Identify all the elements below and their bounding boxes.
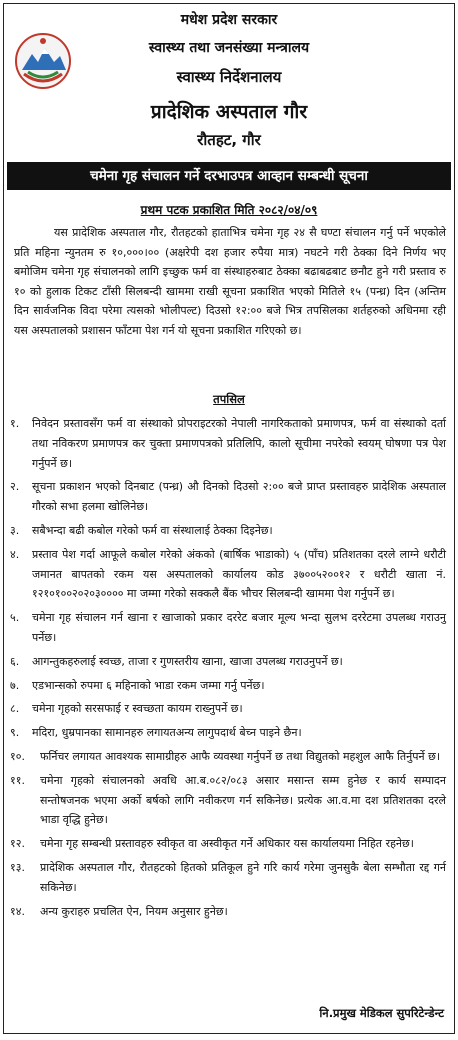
condition-number: ३. xyxy=(10,523,20,537)
condition-item xyxy=(10,723,446,743)
condition-text: आगन्तुकहरुलाई स्वच्छ, ताजा र गुणस्तरीय खाना, खाजा उपलब्ध गराउनुपर्ने छ। xyxy=(32,654,343,668)
condition-item xyxy=(10,834,446,854)
condition-text: एडभान्सको रुपमा ६ महिनाको भाडा रकम जम्मा गर्नु पर्नेछ। xyxy=(32,678,265,692)
condition-item xyxy=(10,414,446,473)
condition-text: सूचना प्रकाशन भएको दिनबाट (पन्ध्र) औ दिनको दिउसो २:०० बजे प्राप्त प्रस्तावहरु प्रादेशिक अस्पताल गौरको सभा हलमा खोलिनेछ। xyxy=(32,480,446,514)
hospital-location: रौतहट, गौर xyxy=(197,131,261,149)
condition-text: चमेना गृहको सरसफाई र स्वच्छता कायम राख्नुपर्ने छ। xyxy=(32,702,243,716)
directorate-name: स्वास्थ्य निर्देशनालय xyxy=(176,68,282,86)
condition-text: मदिरा, धुम्रपानका सामानहरु लगायतअन्य लागुपदार्थ बेच्न पाइने छैन। xyxy=(32,726,302,740)
condition-number: १३. xyxy=(10,860,25,874)
condition-number: ४. xyxy=(10,547,20,561)
condition-item xyxy=(10,652,446,672)
ministry-name: स्वास्थ्य तथा जनसंख्या मन्त्रालय xyxy=(148,40,310,56)
condition-number: ६. xyxy=(10,654,20,668)
condition-item xyxy=(10,608,446,648)
condition-number: २. xyxy=(10,480,20,494)
condition-number: ८. xyxy=(10,702,20,716)
condition-text: फर्निचर लगायत आवश्यक सामाग्रीहरु आफै व्यवस्था गर्नुपर्ने छ तथा विद्युतको महशुल आफै तिर्नुपर्ने छ। xyxy=(40,749,440,763)
condition-number: १४. xyxy=(10,904,25,918)
condition-number: ५. xyxy=(10,611,20,625)
condition-text: चमेना गृहको संचालनको अवधि आ.ब.०८२/०८३ असार मसान्त सम्म हुनेछ र कार्य सम्पादन सन्तोषजनक भएमा अर्को बर्षको लागि नवीकरण गर्न सकिनेछ। प्रत्येक आ.व.मा दश प्रतिशतका दरले भाडा वृद्धि हुनेछ। xyxy=(40,773,446,827)
condition-item xyxy=(10,747,446,767)
signatory: नि.प्रमुख मेडिकल सुपरिटेन्डेन्ट xyxy=(319,1006,444,1020)
condition-item xyxy=(10,545,446,604)
condition-item xyxy=(10,858,446,898)
condition-text: प्रस्ताव पेश गर्दा आफूले कबोल गरेको अंकको (बार्षिक भाडाको) ५ (पाँच) प्रतिशतका दरले लाग्ने धरौटी जमानत बापतको रकम यस अस्पतालको कार्यालय कोड ३७००५२००१२ र धरौटी खाता नं. १२१०१००२०२०३०००० मा जम्मा गरेको सक्कलै बैंक भौचर सिलबन्दी खाममा पेश गर्नुपर्ने छ। xyxy=(32,547,446,601)
condition-text: चमेना गृह सम्बन्धी प्रस्तावहरु स्वीकृत वा अस्वीकृत गर्ने अधिकार यस कार्यालयमा निहित रहनेछ। xyxy=(40,837,414,851)
condition-item xyxy=(10,902,446,922)
condition-number: ११. xyxy=(10,773,25,787)
hospital-name: प्रादेशिक अस्पताल गौर xyxy=(150,101,308,123)
condition-number: १२. xyxy=(10,837,25,851)
conditions-list xyxy=(10,414,446,925)
condition-text: सबैभन्दा बढी कबोल गरेको फर्म वा संस्थालाई ठेक्का दिइनेछ। xyxy=(32,523,273,537)
condition-text: प्रादेशिक अस्पताल गौर, रौतहटको हितको प्रतिकूल हुने गरि कार्य गरेमा जुनसुकै बेला सम्भौता रद्द गर्न सकिनेछ। xyxy=(40,860,446,894)
publish-date: प्रथम पटक प्रकाशित मिति २०८२/०४/०९ xyxy=(140,203,318,217)
condition-number: ७. xyxy=(10,678,20,692)
notice-header xyxy=(4,4,454,154)
condition-item xyxy=(10,771,446,830)
condition-number: १०. xyxy=(10,749,25,763)
condition-item xyxy=(10,676,446,696)
government-name: मधेश प्रदेश सरकार xyxy=(180,12,278,28)
notice-title-banner: चमेना गृह संचालन गर्ने दरभाउपत्र आव्हान सम्बन्धी सूचना xyxy=(7,162,451,190)
condition-item xyxy=(10,699,446,719)
condition-text: निवेदन प्रस्तावसँग फर्म वा संस्थाको प्रोपराइटरको नेपाली नागरिकताको प्रमाणपत्र, फर्म वा संस्थाको दर्ता तथा नविकरण प्रमाणपत्र कर चुक्ता प्रमाणपत्रको प्रतिलिपि, कालो सूचीमा नपरेको स्वयम् घोषणा पत्र पेश गर्नुपर्ने छ। xyxy=(32,417,446,470)
condition-text: अन्य कुराहरु प्रचलित ऐन, नियम अनुसार हुनेछ। xyxy=(40,904,228,918)
intro-paragraph: यस प्रादेशिक अस्पताल गौर, रौतहटको हाताभित्र चमेना गृह २४ सै घण्टा संचालन गर्नु पर्ने भएकोले प्रति महिना न्युनतम रु १०,०००।०० (अक्षरेपी दश हजार रुपैया मात्र) नघटने गरी ठेक्का दिने निर्णय भए बमोजिम चमेना गृह संचालनको लागि इच्छुक फर्म वा संस्थाहरुबाट ठेक्का बढाबढबाट छनौट हुने गरी प्रस्ताव रु १० को हुलाक टिकट टाँसी सिलबन्दी खाममा राखी सूचना प्रकाशित भएको मितिले १५ (पन्ध्र) दिन (अन्तिम दिन सार्वजनिक विदा परेमा त्यसको भोलीपल्ट) दिउसो १२:०० बजे भित्र तपसिलका शर्तहरुको अधिनमा रही यस अस्पतालको प्रशासन फाँटमा पेश गर्न यो सूचना प्रकाशित गरिएको छ। xyxy=(14,226,446,337)
condition-text: चमेना गृह संचालन गर्न खाना र खाजाको प्रकार दररेट बजार मूल्य भन्दा सुलभ दररेटमा उपलब्ध गराउनु पर्नेछ। xyxy=(32,611,446,644)
condition-number: १. xyxy=(10,417,20,430)
condition-item xyxy=(10,521,446,541)
public-notice xyxy=(3,3,455,1034)
condition-item xyxy=(10,477,446,517)
condition-number: ९. xyxy=(10,726,20,740)
conditions-heading: तपसिल xyxy=(213,392,245,406)
